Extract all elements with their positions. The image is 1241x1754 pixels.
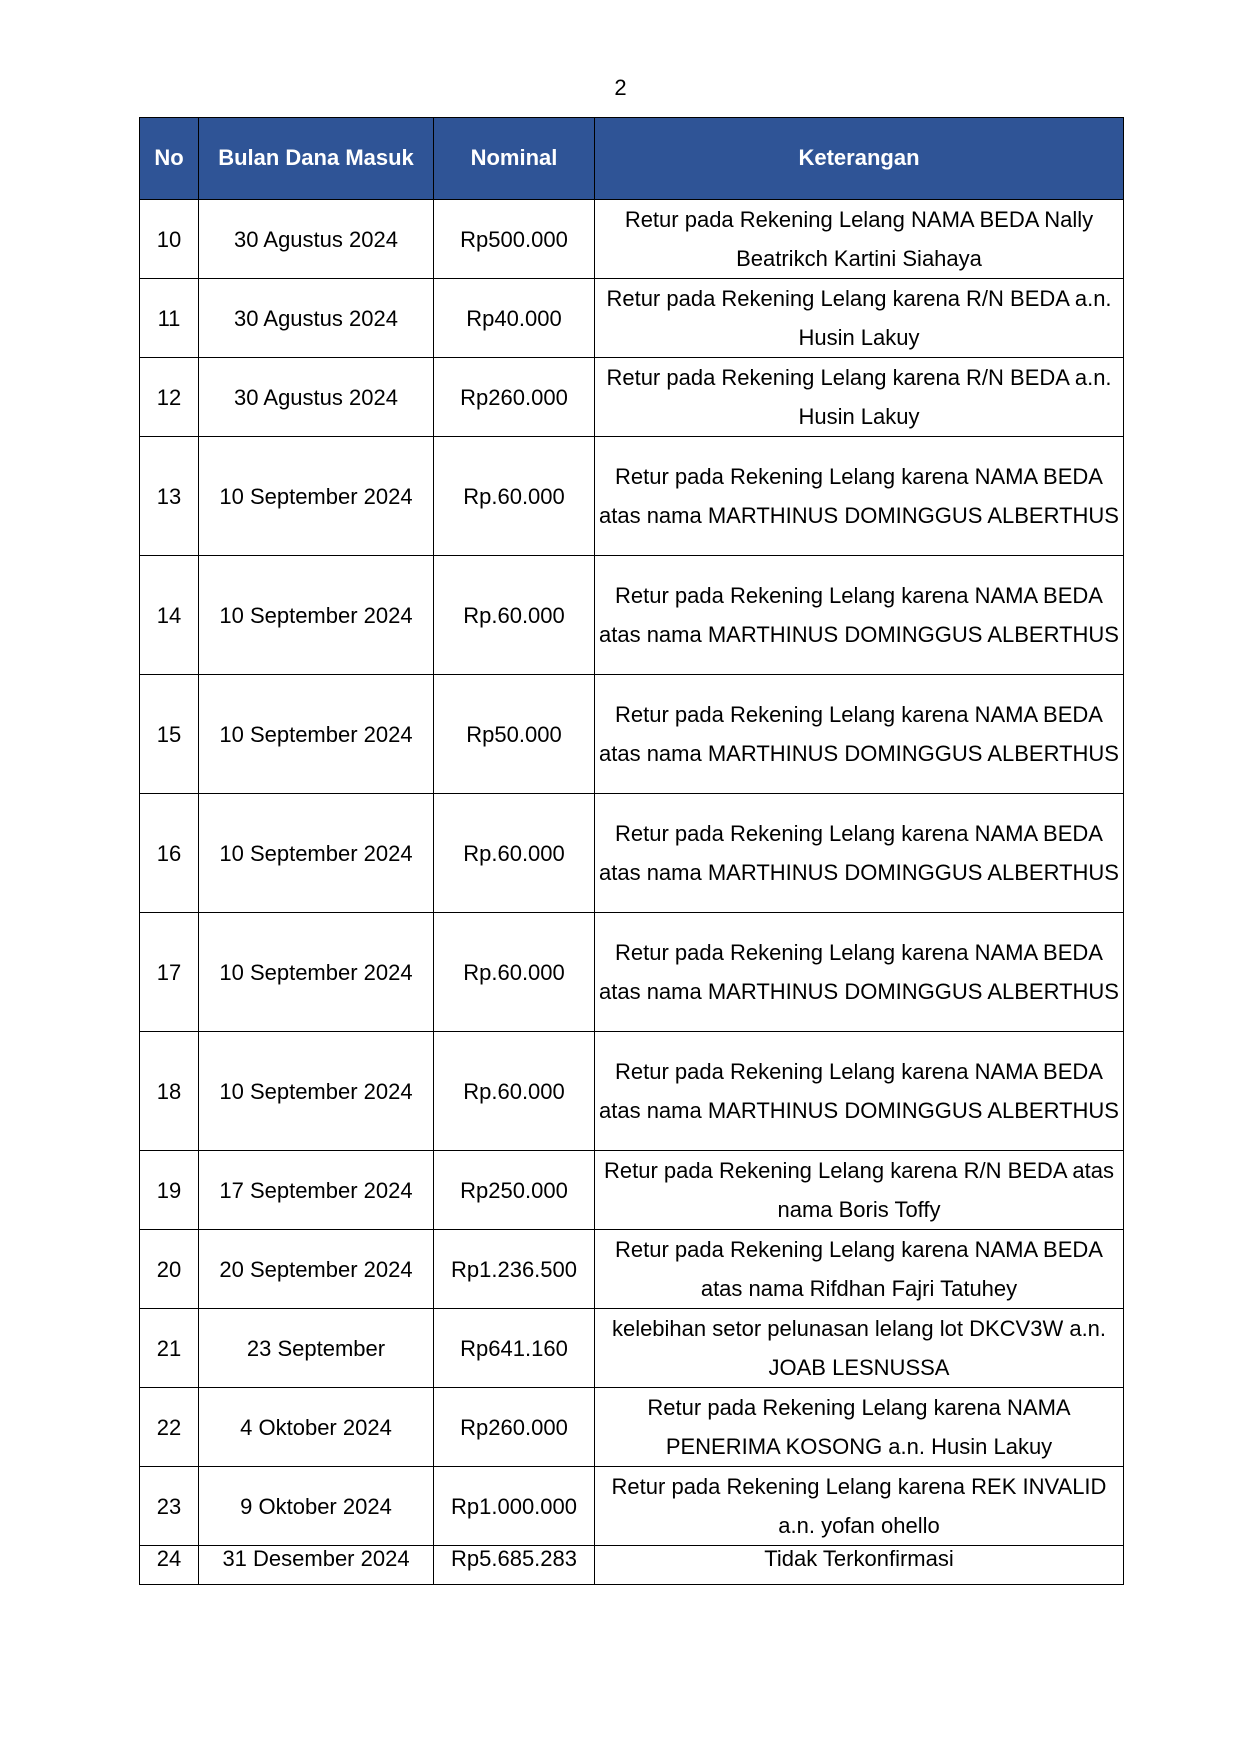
cell-no: 19 [140, 1151, 199, 1230]
cell-nominal: Rp250.000 [434, 1151, 595, 1230]
cell-no: 12 [140, 358, 199, 437]
cell-no: 16 [140, 794, 199, 913]
cell-nominal: Rp50.000 [434, 675, 595, 794]
cell-date: 10 September 2024 [199, 675, 434, 794]
header-nominal: Nominal [434, 118, 595, 200]
table-row [140, 1388, 1124, 1467]
table-row [140, 358, 1124, 437]
table-row [140, 1467, 1124, 1546]
cell-date: 30 Agustus 2024 [199, 279, 434, 358]
table-row [140, 200, 1124, 279]
cell-no: 10 [140, 200, 199, 279]
cell-nominal: Rp260.000 [434, 1388, 595, 1467]
header-date: Bulan Dana Masuk [199, 118, 434, 200]
cell-date: 10 September 2024 [199, 556, 434, 675]
cell-keterangan: Retur pada Rekening Lelang karena NAMA BEDA atas nama Rifdhan Fajri Tatuhey [595, 1230, 1124, 1309]
cell-nominal: Rp.60.000 [434, 913, 595, 1032]
cell-date: 10 September 2024 [199, 1032, 434, 1151]
cell-keterangan: Retur pada Rekening Lelang NAMA BEDA Nally Beatrikch Kartini Siahaya [595, 200, 1124, 279]
cell-no: 14 [140, 556, 199, 675]
page-number: 2 [614, 75, 627, 100]
cell-no: 17 [140, 913, 199, 1032]
cell-keterangan: Retur pada Rekening Lelang karena NAMA BEDA atas nama MARTHINUS DOMINGGUS ALBERTHUS [595, 1032, 1124, 1151]
cell-no: 15 [140, 675, 199, 794]
cell-no: 23 [140, 1467, 199, 1546]
table-row [140, 556, 1124, 675]
cell-nominal: Rp.60.000 [434, 794, 595, 913]
table-row [140, 794, 1124, 913]
cell-no: 20 [140, 1230, 199, 1309]
cell-no: 11 [140, 279, 199, 358]
cell-keterangan: Retur pada Rekening Lelang karena NAMA BEDA atas nama MARTHINUS DOMINGGUS ALBERTHUS [595, 556, 1124, 675]
cell-nominal: Rp1.236.500 [434, 1230, 595, 1309]
cell-date: 23 September [199, 1309, 434, 1388]
table-row [140, 675, 1124, 794]
cell-keterangan: Retur pada Rekening Lelang karena NAMA BEDA atas nama MARTHINUS DOMINGGUS ALBERTHUS [595, 437, 1124, 556]
table-header-row [140, 118, 1124, 200]
cell-no: 21 [140, 1309, 199, 1388]
header-no: No [140, 118, 199, 200]
cell-keterangan: Retur pada Rekening Lelang karena R/N BEDA a.n. Husin Lakuy [595, 279, 1124, 358]
cell-keterangan: Retur pada Rekening Lelang karena NAMA BEDA atas nama MARTHINUS DOMINGGUS ALBERTHUS [595, 913, 1124, 1032]
cell-nominal: Rp641.160 [434, 1309, 595, 1388]
cell-date: 10 September 2024 [199, 437, 434, 556]
cell-keterangan: Retur pada Rekening Lelang karena R/N BEDA atas nama Boris Toffy [595, 1151, 1124, 1230]
cell-no: 22 [140, 1388, 199, 1467]
cell-nominal: Rp.60.000 [434, 556, 595, 675]
cell-date: 30 Agustus 2024 [199, 200, 434, 279]
cell-keterangan: Retur pada Rekening Lelang karena NAMA PENERIMA KOSONG a.n. Husin Lakuy [595, 1388, 1124, 1467]
cell-no: 13 [140, 437, 199, 556]
header-keterangan: Keterangan [595, 118, 1124, 200]
cell-no: 24 [140, 1546, 199, 1585]
cell-keterangan: Tidak Terkonfirmasi [595, 1546, 1124, 1585]
cell-date: 31 Desember 2024 [199, 1546, 434, 1585]
table-row [140, 437, 1124, 556]
cell-nominal: Rp500.000 [434, 200, 595, 279]
table-row [140, 1151, 1124, 1230]
table-row [140, 279, 1124, 358]
cell-keterangan: Retur pada Rekening Lelang karena R/N BEDA a.n. Husin Lakuy [595, 358, 1124, 437]
cell-keterangan: Retur pada Rekening Lelang karena NAMA BEDA atas nama MARTHINUS DOMINGGUS ALBERTHUS [595, 675, 1124, 794]
cell-date: 9 Oktober 2024 [199, 1467, 434, 1546]
cell-date: 10 September 2024 [199, 913, 434, 1032]
cell-date: 4 Oktober 2024 [199, 1388, 434, 1467]
cell-keterangan: Retur pada Rekening Lelang karena NAMA BEDA atas nama MARTHINUS DOMINGGUS ALBERTHUS [595, 794, 1124, 913]
cell-date: 10 September 2024 [199, 794, 434, 913]
cell-no: 18 [140, 1032, 199, 1151]
cell-date: 20 September 2024 [199, 1230, 434, 1309]
cell-keterangan: Retur pada Rekening Lelang karena REK INVALID a.n. yofan ohello [595, 1467, 1124, 1546]
cell-nominal: Rp5.685.283 [434, 1546, 595, 1585]
cell-nominal: Rp.60.000 [434, 437, 595, 556]
table-row [140, 1230, 1124, 1309]
cell-date: 17 September 2024 [199, 1151, 434, 1230]
data-table [139, 117, 1124, 1585]
cell-nominal: Rp1.000.000 [434, 1467, 595, 1546]
cell-nominal: Rp40.000 [434, 279, 595, 358]
table-row [140, 1032, 1124, 1151]
cell-nominal: Rp.60.000 [434, 1032, 595, 1151]
table-row [140, 913, 1124, 1032]
table-row [140, 1546, 1124, 1585]
cell-date: 30 Agustus 2024 [199, 358, 434, 437]
table-row [140, 1309, 1124, 1388]
cell-nominal: Rp260.000 [434, 358, 595, 437]
cell-keterangan: kelebihan setor pelunasan lelang lot DKCV3W a.n. JOAB LESNUSSA [595, 1309, 1124, 1388]
